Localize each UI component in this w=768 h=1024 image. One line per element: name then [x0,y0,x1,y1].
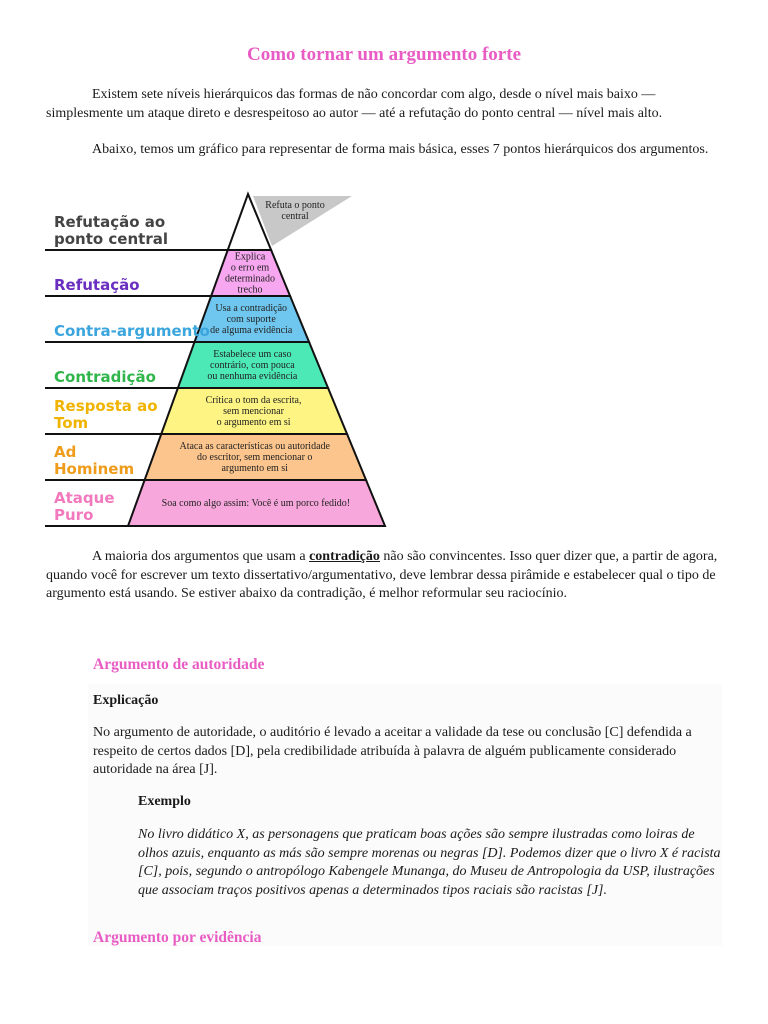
level-description: com suporte [226,314,276,325]
level-description: argumento em si [221,463,288,474]
level-description: Usa a contradição [215,303,288,314]
level-description: ou nenhuma evidência [207,371,298,382]
explanation-heading: Explicação [93,693,159,708]
level-label: Ataque [54,489,115,507]
level-label: Ad [54,443,77,461]
contradicao-link[interactable]: contradição [309,549,380,564]
level-description: Refuta o ponto [265,200,325,211]
level-label: Tom [54,414,89,432]
level-description: Explica [234,251,266,263]
level-description: do escritor, sem mencionar o [197,452,313,463]
level-description: contrário, com pouca [210,360,295,371]
level-description: o erro em [230,262,270,274]
after-text-post: não são convincentes. Isso quer dizer que, a partir de agora, quando você for escrever um texto dissertativo/argumentativo, deve lembrar dessa pirâmide e estabelecer qual o tipo de argumento está usando. Se estiver abaixo da contradição, é melhor reformular seu raciocínio. [46,549,718,601]
level-label: Resposta ao [54,397,158,415]
after-paragraph [46,548,722,604]
section-heading-evidencia: Argumento por evidência [93,929,262,946]
level-label: Contradição [54,368,156,386]
level-description: de alguma evidência [210,325,293,336]
level-description: Crítica o tom da escrita, [205,395,302,406]
level-label: Refutação [54,276,140,294]
level-label: ponto central [54,230,168,248]
level-label: Puro [54,506,94,524]
level-description: trecho [237,284,263,296]
intro-paragraph-2: Abaixo, temos um gráfico para representar de forma mais básica, esses 7 pontos hierárquicos dos argumentos. [92,142,709,157]
level-label: Refutação ao [54,213,166,231]
level-label: Hominem [54,460,135,478]
level-description: o argumento em si [216,417,291,428]
level-description: central [281,211,309,222]
level-description: Soa como algo assim: Você é um porco fedido! [161,498,351,509]
page-title: Como tornar um argumento forte [246,44,522,65]
level-label: Contra-argumento [54,322,210,340]
example-heading: Exemplo [138,794,191,809]
argument-pyramid [40,188,390,530]
after-text-pre: A maioria dos argumentos que usam a [92,549,310,564]
level-description: Ataca as características ou autoridade [179,441,330,452]
example-text: No livro didático X, as personagens que praticam boas ações são sempre ilustradas como loiras de olhos azuis, enquanto as más são sempre morenas ou negras [D]. Podemos dizer que o livro X é racista [C], pois, segundo o antropólogo Kabengele Munanga, do Museu de Antropologia da USP, ilustrações que associam traços positivos apenas a determinados tipos raciais são racistas [J]. [138,827,721,898]
level-description: Estabelece um caso [213,349,292,360]
level-description: sem mencionar [223,406,284,417]
section-heading-autoridade: Argumento de autoridade [93,656,265,673]
explanation-text: No argumento de autoridade, o auditório é levado a aceitar a validade da tese ou conclusão [C] defendida a respeito de certos dados [D], pela credibilidade atribuída à palavra de alguém publicamente considerado autoridade na área [J]. [93,725,692,777]
level-description: determinado [225,273,276,285]
intro-paragraph-1: Existem sete níveis hierárquicos das formas de não concordar com algo, desde o nível mais baixo — simplesmente um ataque direto e desrespeitoso ao autor — até a refutação do ponto central — nível mais alto. [46,87,663,121]
